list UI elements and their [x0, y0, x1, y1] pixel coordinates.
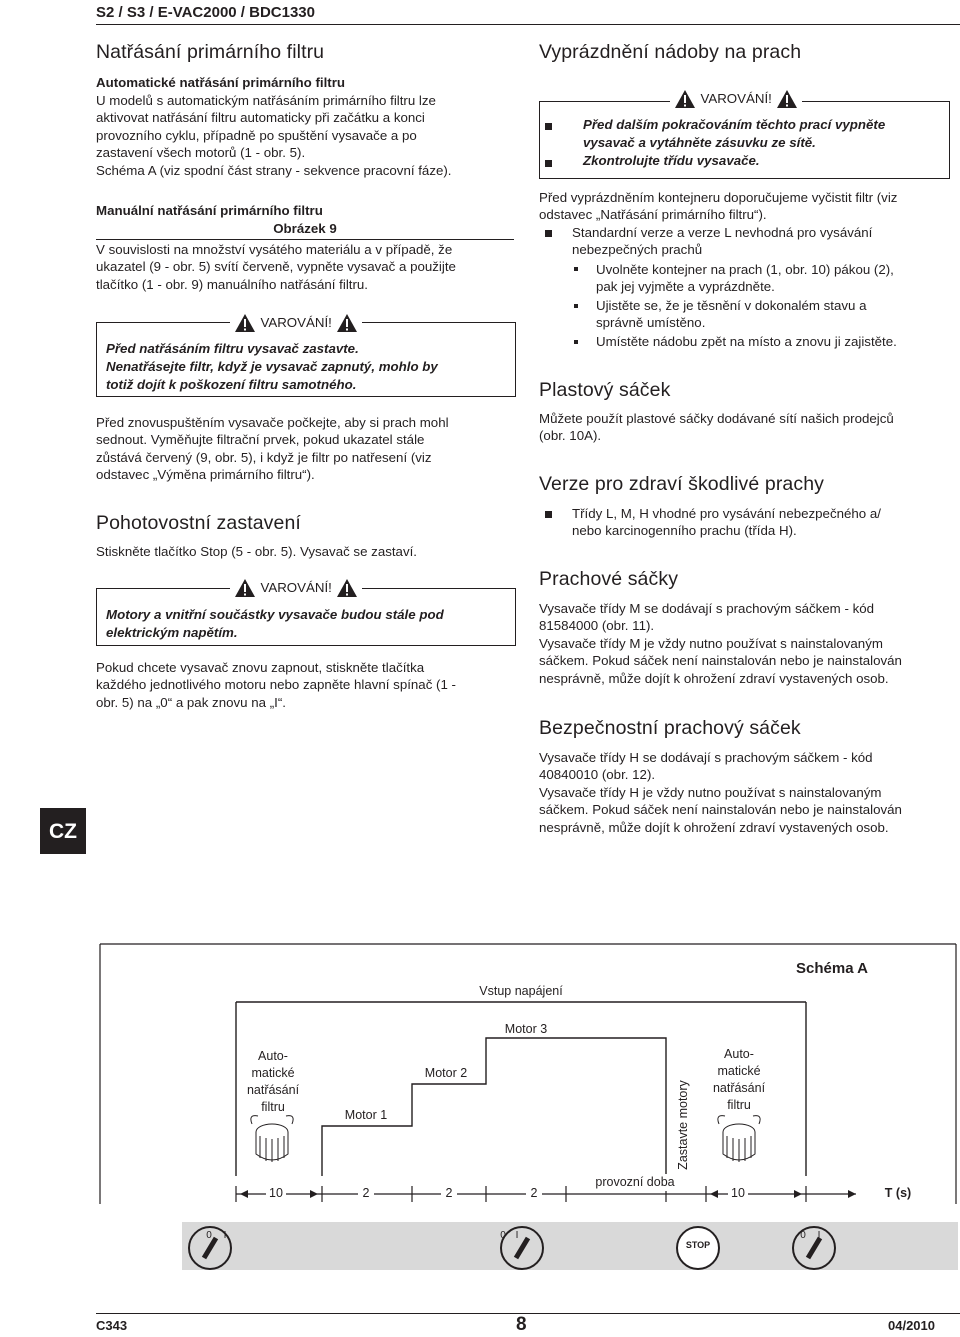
schema-title: Schéma A — [796, 960, 868, 977]
empty-container-text: Před vyprázdněním kontejneru doporučujeme vyčistit filtr (viz odstavec „Natřásání primárního filtru“). — [539, 190, 898, 223]
warning-icon — [336, 313, 358, 333]
section-title-plastic-bag: Plastový sáček — [539, 379, 671, 401]
bullet-square — [545, 123, 552, 130]
section-title-emergency-stop: Pohotovostní zastavení — [96, 512, 301, 534]
stop-button: STOP — [676, 1226, 720, 1270]
dust-bags-text: Vysavače třídy M se dodávají s prachovým sáčkem - kód 81584000 (obr. 11). Vysavače třídy M je vždy nutno používat s nainstalovaným sáčkem. Pokud sáček není nainstalován nebo je nainstalován nesprávně, může dojít k ohrožení zdraví vystavených osob. — [539, 601, 902, 686]
language-tab: CZ — [40, 808, 86, 854]
restart-text: Před znovuspuštěním vysavače počkejte, aby si prach mohl sednout. Vyměňujte filtrační prvek, pokud ukazatel stále zůstává červený (9, obr. 5), i když je filtr po natřesení (viz odstavec „Výměna primárního filtru“). — [96, 415, 449, 483]
bullet-small — [574, 267, 578, 271]
section-title-dust-bags: Prachové sáčky — [539, 568, 679, 590]
emergency-stop-text: Stiskněte tlačítko Stop (5 - obr. 5). Vysavač se zastaví. — [96, 544, 417, 559]
section-title-safety-bag: Bezpečnostní prachový sáček — [539, 717, 801, 739]
safety-bag-text: Vysavače třídy H se dodávají s prachovým sáčkem - kód 40840010 (obr. 12). Vysavače třídy H je vždy nutno používat s nainstalovaným sáčkem. Pokud sáček není nainstalován nebo je nainstalován nesprávně, může dojít k ohrožení zdraví vystavených osob. — [539, 750, 902, 835]
bullet-square — [545, 160, 552, 167]
time-2-motor1: 2 — [358, 1186, 374, 1200]
bullet-small — [574, 304, 578, 308]
stop-motors-label: Zastavte motory — [676, 1080, 690, 1170]
section-title-empty-container: Vyprázdnění nádoby na prach — [539, 41, 802, 63]
warning-3-text: Před dalším pokračováním těchto prací vypněte vysavač a vytáhněte zásuvku ze sítě. Zkontrolujte třídu vysavače. — [583, 117, 886, 168]
auto-shaking-text: U modelů s automatickým natřásáním primárního filtru lze aktivovat natřásání filtru automaticky při začátku a konci provozního cyklu, případně po spuštění vysavače a po zastavení všech motorů (1 - obr. 5). Schéma A (viz spodní část strany - sekvence pracovní fáze). — [96, 93, 452, 178]
footer-code: C343 — [96, 1318, 128, 1333]
warning-1-title: VAROVÁNÍ! — [230, 312, 362, 334]
auto-shaking-left-label: Auto-matické natřásání filtru — [246, 1049, 300, 1114]
dial-0-label: 0 — [800, 1230, 806, 1241]
runtime-label: provozní doba — [595, 1175, 675, 1189]
subheading-manual-shaking: Manuální natřásání primárního filtru — [96, 203, 323, 218]
header-title: S2 / S3 / E-VAC2000 / BDC1330 — [96, 4, 315, 21]
motor1-label: Motor 1 — [344, 1108, 388, 1122]
footer-rule — [96, 1313, 960, 1314]
schema-a-diagram — [96, 942, 960, 1270]
dial-0-label: 0 — [206, 1230, 212, 1241]
hazardous-bullet: Třídy L, M, H vhodné pro vysávání nebezpečného a/ nebo karcinogenního prachu (třída H). — [572, 506, 881, 539]
dial-i-label: I — [515, 1230, 519, 1241]
auto-shaking-right-label: Auto-matické natřásání filtru — [712, 1047, 766, 1112]
section-title-hazardous: Verze pro zdraví škodlivé prachy — [539, 473, 824, 495]
warning-1-text: Před natřásáním filtru vysavač zastavte. Nenatřásejte filtr, když je vysavač zapnutý, mohlo by totiž dojít k poškození filtru samotného. — [106, 341, 438, 392]
warning-3-title: VAROVÁNÍ! — [670, 88, 802, 110]
time-axis-label: T (s) — [884, 1186, 912, 1200]
container-steps: Uvolněte kontejner na prach (1, obr. 10) pákou (2), pak jej vyjměte a vyprázdněte. Ujistěte se, že je těsnění v dokonalém stavu a správně umístěno. Umístěte nádobu zpět na místo a znovu ji zajistěte. — [596, 262, 897, 349]
warning-icon — [336, 578, 358, 598]
motor2-label: Motor 2 — [424, 1066, 468, 1080]
subheading-auto-shaking: Automatické natřásání primárního filtru — [96, 75, 345, 90]
warning-icon — [776, 89, 798, 109]
power-input-label: Vstup napájení — [479, 984, 563, 998]
manual-shaking-text: V souvislosti na množství vysátého materiálu a v případě, že ukazatel (9 - obr. 5) svítí červeně, vypněte vysavač a použijte tlačítko (1 - obr. 9) manuálního natřásání filtru. — [96, 242, 456, 292]
power-on-text: Pokud chcete vysavač znovu zapnout, stiskněte tlačítka každého jednotlivého motoru nebo zapněte hlavní spínač (1 - obr. 5) na „0“ a pak znovu na „I“. — [96, 660, 456, 710]
figure-reference: Obrázek 9 — [96, 220, 514, 240]
bullet-square — [545, 511, 552, 518]
standard-version-bullet: Standardní verze a verze L nevhodná pro vysávání nebezpečných prachů — [572, 225, 873, 258]
page-number: 8 — [516, 1314, 527, 1335]
footer-date: 04/2010 — [888, 1318, 935, 1333]
filter-icon — [251, 1116, 293, 1162]
time-2-motor3: 2 — [526, 1186, 542, 1200]
bullet-square — [545, 230, 552, 237]
dial-i-label: I — [817, 1230, 821, 1241]
time-10-start: 10 — [266, 1186, 286, 1200]
bullet-small — [574, 340, 578, 344]
section-title-filter-shaking: Natřásání primárního filtru — [96, 41, 325, 63]
warning-icon — [674, 89, 696, 109]
plastic-bag-text: Můžete použít plastové sáčky dodávané sítí našich prodejců (obr. 10A). — [539, 411, 894, 444]
warning-2-text: Motory a vnitřní součástky vysavače budou stále pod elektrickým napětím. — [106, 607, 444, 640]
dial-i-label: I — [223, 1230, 227, 1241]
filter-icon — [718, 1116, 760, 1162]
warning-icon — [234, 313, 256, 333]
time-2-motor2: 2 — [441, 1186, 457, 1200]
dial-0-label: 0 — [500, 1230, 506, 1241]
motor3-label: Motor 3 — [504, 1022, 548, 1036]
warning-icon — [234, 578, 256, 598]
time-10-end: 10 — [728, 1186, 748, 1200]
warning-2-title: VAROVÁNÍ! — [230, 577, 362, 599]
